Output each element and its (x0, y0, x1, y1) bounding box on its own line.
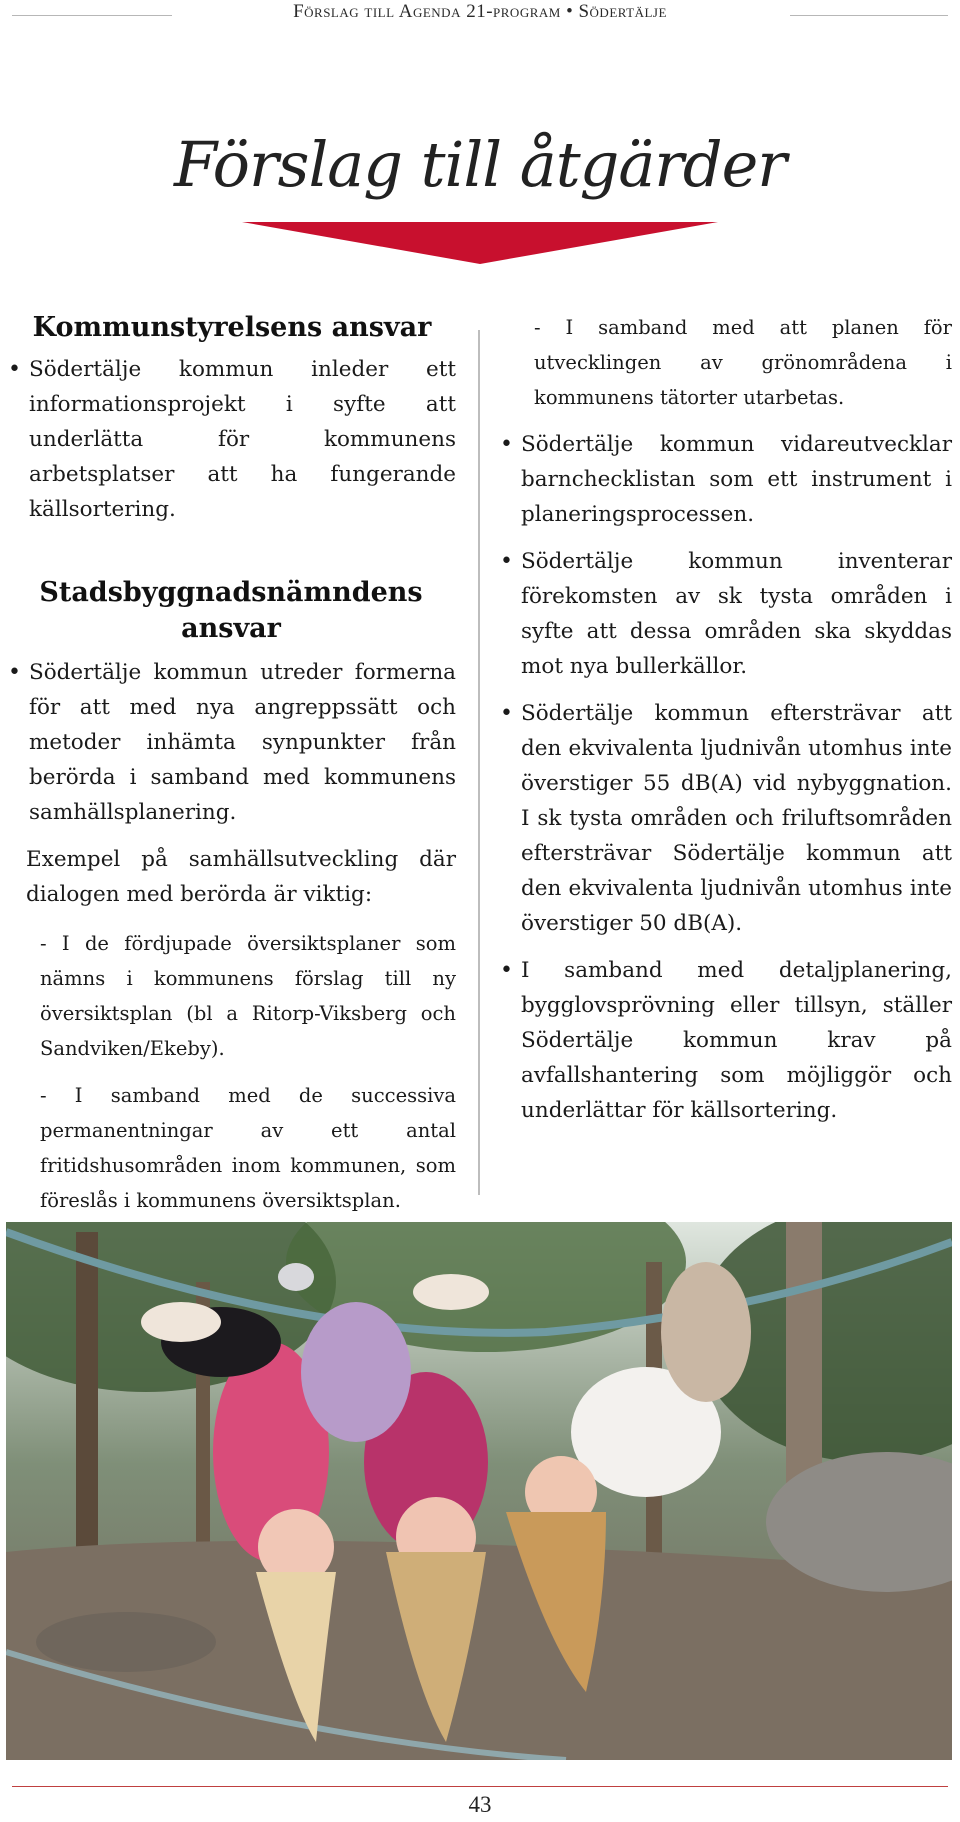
page-number: 43 (468, 1792, 492, 1817)
bullet-item: • Södertälje kommun vidareutvecklar barnchecklistan som ett instrument i planeringsprocessen. (500, 427, 952, 532)
title-underline-wedge (242, 220, 718, 266)
footer-rule (12, 1786, 948, 1787)
dash-item: - I samband med att planen för utvecklingen av grönområdena i kommunens tätorter utarbetas. (534, 316, 952, 409)
bullet-item: • Södertälje kommun eftersträvar att den ekvivalenta ljudnivån utomhus inte överstiger 55 dB(A) vid nybyggnation. I sk tysta områden och friluftsområden eftersträvar Södertälje kommun att den ekvivalenta ljudnivån utomhus inte överstiger 50 dB(A). (500, 696, 952, 941)
running-header (0, 0, 960, 26)
left-column (8, 310, 456, 1230)
column-divider (478, 330, 480, 1195)
section-heading-kommunstyrelsen: Kommunstyrelsens ansvar (32, 312, 432, 343)
bullet-item: • Södertälje kommun inleder ett informationsprojekt i syfte att underlätta för kommunens arbetsplatser att ha fungerande källsortering. (8, 352, 456, 527)
section-heading-stadsbyggnadsnamnden: Stadsbyggnadsnämndens ansvar (39, 577, 423, 644)
children-climbing-photo (6, 1222, 952, 1760)
bullet-item: • Södertälje kommun inventerar förekomsten av sk tysta områden i syfte att dessa områden ska skyddas mot nya bullerkällor. (500, 544, 952, 684)
body-paragraph: Exempel på samhällsutveckling där dialogen med berörda är viktig: (26, 847, 456, 907)
page-title: Förslag till åtgärder (174, 128, 786, 201)
running-title: Förslag till Agenda 21-program • Södertälje (293, 1, 667, 22)
header-rule-right (790, 15, 948, 16)
bullet-item: • Södertälje kommun utreder formerna för att med nya angreppssätt och metoder inhämta synpunkter från berörda i samband med kommunens samhällsplanering. (8, 655, 456, 830)
dash-item: - I de fördjupade översiktsplaner som nämns i kommunens förslag till ny översiktsplan (bl a Ritorp-Viksberg och Sandviken/Ekeby). (40, 932, 456, 1060)
bullet-item: • I samband med detaljplanering, bygglovsprövning eller tillsyn, ställer Södertälje kommun krav på avfallshantering som möjliggör och underlättar för källsortering. (500, 953, 952, 1128)
right-column (500, 310, 952, 1140)
dash-item: - I samband med de successiva permanentningar av ett antal fritidshusområden inom kommunen, som föreslås i kommunens översiktsplan. (40, 1084, 456, 1212)
